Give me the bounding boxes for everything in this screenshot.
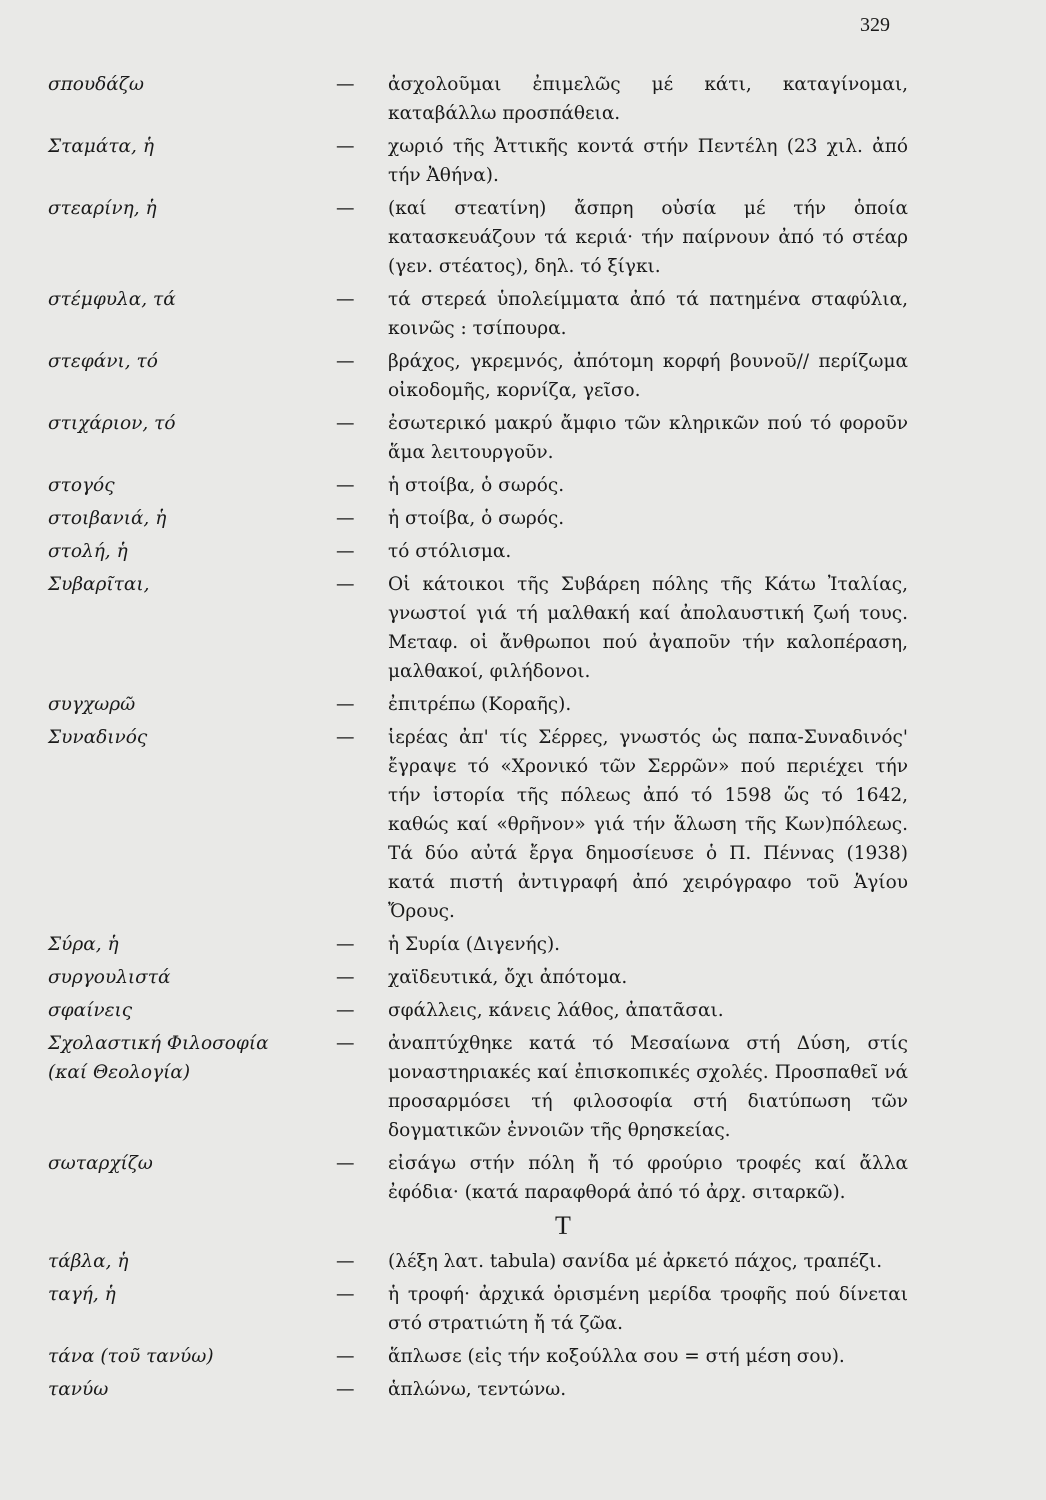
glossary-entry	[48, 132, 908, 190]
glossary-entry	[48, 285, 908, 343]
entry-definition-text: ἡ στοίβα, ὁ σωρός.	[388, 475, 565, 496]
entry-definition-text: (λέξη λατ. tabula) σανίδα μέ ἀρκετό πάχος, τραπέζι.	[388, 1251, 883, 1272]
entry-term: σφαίνεις	[48, 1000, 133, 1021]
entry-definition-text: ἡ στοίβα, ὁ σωρός.	[388, 508, 565, 529]
entry-definition	[336, 1375, 908, 1404]
glossary-entry	[48, 537, 908, 566]
entry-definition	[336, 1280, 908, 1338]
entry-term: ταγή, ἡ	[48, 1284, 116, 1305]
entry-dash: —	[336, 74, 355, 95]
entry-definition	[336, 1247, 908, 1276]
glossary-entry	[48, 1375, 908, 1404]
glossary-entry	[48, 347, 908, 405]
entry-definition	[336, 132, 908, 190]
entry-definition	[336, 1342, 908, 1371]
entry-dash: —	[336, 541, 355, 562]
entry-definition	[336, 690, 908, 719]
entry-dash: —	[336, 1153, 355, 1174]
entry-dash: —	[336, 475, 355, 496]
glossary-entry	[48, 1029, 908, 1145]
entry-definition-text: τά στερεά ὑπολείμματα ἀπό τά πατημένα σταφύλια, κοινῶς : τσίπουρα.	[388, 289, 908, 339]
entry-term: τάβλα, ἡ	[48, 1251, 129, 1272]
entry-dash: —	[336, 413, 355, 434]
entry-definition-text: χωριό τῆς Ἀττικῆς κοντά στήν Πεντέλη (23 χιλ. ἀπό τήν Ἀθήνα).	[388, 136, 908, 186]
glossary-entry	[48, 690, 908, 719]
entry-dash: —	[336, 1251, 355, 1272]
section-letter: Τ	[555, 1211, 571, 1240]
section-s-entries	[48, 70, 908, 1207]
entry-dash: —	[336, 198, 355, 219]
glossary-entry	[48, 963, 908, 992]
entry-term: στεφάνι, τό	[48, 351, 158, 372]
entry-definition-text: ἅπλωσε (εἰς τήν κοξούλλα σου = στή μέση σου).	[388, 1346, 845, 1367]
entry-definition-text: ἀναπτύχθηκε κατά τό Μεσαίωνα στή Δύση, στίς μοναστηριακές καί ἐπισκοπικές σχολές. Προσπαθεῖ νά προσαρμόσει τή φιλοσοφία στή διατύπωση τῶν δογματικῶν ἐννοιῶν τῆς θρησκείας.	[388, 1033, 908, 1141]
entry-definition-text: Οἱ κάτοικοι τῆς Συβάρεη πόλης τῆς Κάτω Ἰταλίας, γνωστοί γιά τή μαλθακή καί ἀπολαυστική ζωή τους. Μεταφ. οἱ ἄνθρωποι πού ἀγαποῦν τήν καλοπέραση, μαλθακοί, φιλήδονοι.	[388, 574, 908, 682]
entry-term: συγχωρῶ	[48, 694, 136, 715]
entry-definition	[336, 409, 908, 467]
entry-definition	[336, 1149, 908, 1207]
entry-term: στοιβανιά, ἡ	[48, 508, 167, 529]
entry-dash: —	[336, 1379, 355, 1400]
entry-term: Συβαρῖται,	[48, 574, 150, 595]
entry-term: στολή, ἡ	[48, 541, 128, 562]
entry-dash: —	[336, 694, 355, 715]
entry-term: Σταμάτα, ἡ	[48, 136, 154, 157]
page-number: 329	[860, 14, 890, 36]
entry-definition	[336, 930, 908, 959]
entry-definition	[336, 1029, 908, 1145]
entry-term: τανύω	[48, 1379, 109, 1400]
entry-term: Συναδινός	[48, 727, 148, 748]
entry-definition-text: ἁπλώνω, τεντώνω.	[388, 1379, 567, 1400]
entry-dash: —	[336, 1346, 355, 1367]
glossary-entry	[48, 930, 908, 959]
entry-term: τάνα (τοῦ τανύω)	[48, 1346, 214, 1367]
entry-dash: —	[336, 934, 355, 955]
section-t-entries	[48, 1247, 908, 1404]
entry-definition-text: τό στόλισμα.	[388, 541, 512, 562]
entry-definition	[336, 347, 908, 405]
entry-term: στεαρίνη, ἡ	[48, 198, 157, 219]
entry-definition-text: σφάλλεις, κάνεις λάθος, ἀπατᾶσαι.	[388, 1000, 724, 1021]
entry-definition-text: ἡ τροφή· ἀρχικά ὁρισμένη μερίδα τροφῆς πού δίνεται στό στρατιώτη ἤ τά ζῶα.	[388, 1284, 908, 1334]
entry-term: σπουδάζω	[48, 74, 144, 95]
entry-definition	[336, 996, 908, 1025]
entry-term: Σχολαστική Φιλοσοφία (καί Θεολογία)	[48, 1033, 269, 1083]
glossary-entry	[48, 570, 908, 686]
entry-term: συργουλιστά	[48, 967, 171, 988]
entry-definition	[336, 570, 908, 686]
glossary-entry	[48, 70, 908, 128]
entry-dash: —	[336, 508, 355, 529]
entry-definition-text: εἰσάγω στήν πόλη ἤ τό φρούριο τροφές καί ἄλλα ἐφόδια· (κατά παραφθορά ἀπό τό ἀρχ. σιταρκῶ).	[388, 1153, 908, 1203]
entry-dash: —	[336, 1284, 355, 1305]
entry-definition-text: ἡ Συρία (Διγενής).	[388, 934, 561, 955]
entry-definition	[336, 471, 908, 500]
entry-definition-text: ἐσωτερικό μακρύ ἄμφιο τῶν κληρικῶν πού τό φοροῦν ἅμα λειτουργοῦν.	[388, 413, 908, 463]
glossary-entry	[48, 996, 908, 1025]
entry-definition-text: βράχος, γκρεμνός, ἀπότομη κορφή βουνοῦ// περίζωμα οἰκοδομῆς, κορνίζα, γεῖσο.	[388, 351, 908, 401]
entry-dash: —	[336, 351, 355, 372]
glossary	[48, 70, 908, 1408]
glossary-entry	[48, 1149, 908, 1207]
entry-term: στογός	[48, 475, 115, 496]
glossary-entry	[48, 471, 908, 500]
entry-definition	[336, 723, 908, 926]
entry-definition	[336, 504, 908, 533]
entry-dash: —	[336, 967, 355, 988]
entry-dash: —	[336, 136, 355, 157]
entry-definition	[336, 70, 908, 128]
glossary-entry	[48, 1342, 908, 1371]
entry-dash: —	[336, 1000, 355, 1021]
glossary-entry	[48, 409, 908, 467]
entry-definition-text: (καί στεατίνη) ἄσπρη οὐσία μέ τήν ὁποία κατασκευάζουν τά κεριά· τήν παίρνουν ἀπό τό στέαρ (γεν. στέατος), δηλ. τό ξίγκι.	[388, 198, 908, 277]
entry-dash: —	[336, 727, 355, 748]
glossary-entry	[48, 1280, 908, 1338]
glossary-entry	[48, 504, 908, 533]
entry-definition	[336, 537, 908, 566]
entry-definition	[336, 285, 908, 343]
entry-term: σωταρχίζω	[48, 1153, 153, 1174]
entry-definition-text: χαϊδευτικά, ὄχι ἀπότομα.	[388, 967, 628, 988]
glossary-entry	[48, 194, 908, 281]
entry-definition-text: ἀσχολοῦμαι ἐπιμελῶς μέ κάτι, καταγίνομαι, καταβάλλω προσπάθεια.	[388, 74, 908, 124]
entry-dash: —	[336, 574, 355, 595]
entry-definition-text: ἱερέας ἀπ' τίς Σέρρες, γνωστός ὡς παπα-Συναδινός' ἔγραψε τό «Χρονικό τῶν Σερρῶν» πού περιέχει τήν τήν ἱστορία τῆς πόλεως ἀπό τό 1598 ὥς τό 1642, καθώς καί «θρῆνον» γιά τήν ἅλωση τῆς Κων)πόλεως. Τά δύο αὐτά ἔργα δημοσίευσε ὁ Π. Πέννας (1938) κατά πιστή ἀντιγραφή ἀπό χειρόγραφο τοῦ Ἁγίου Ὄρους.	[388, 727, 908, 922]
entry-definition-text: ἐπιτρέπω (Κοραῆς).	[388, 694, 572, 715]
glossary-entry	[48, 723, 908, 926]
entry-definition	[336, 963, 908, 992]
entry-definition	[336, 194, 908, 281]
entry-dash: —	[336, 1033, 355, 1054]
entry-term: Σύρα, ἡ	[48, 934, 119, 955]
entry-term: στιχάριον, τό	[48, 413, 176, 434]
entry-term: στέμφυλα, τά	[48, 289, 176, 310]
entry-dash: —	[336, 289, 355, 310]
glossary-entry	[48, 1247, 908, 1276]
